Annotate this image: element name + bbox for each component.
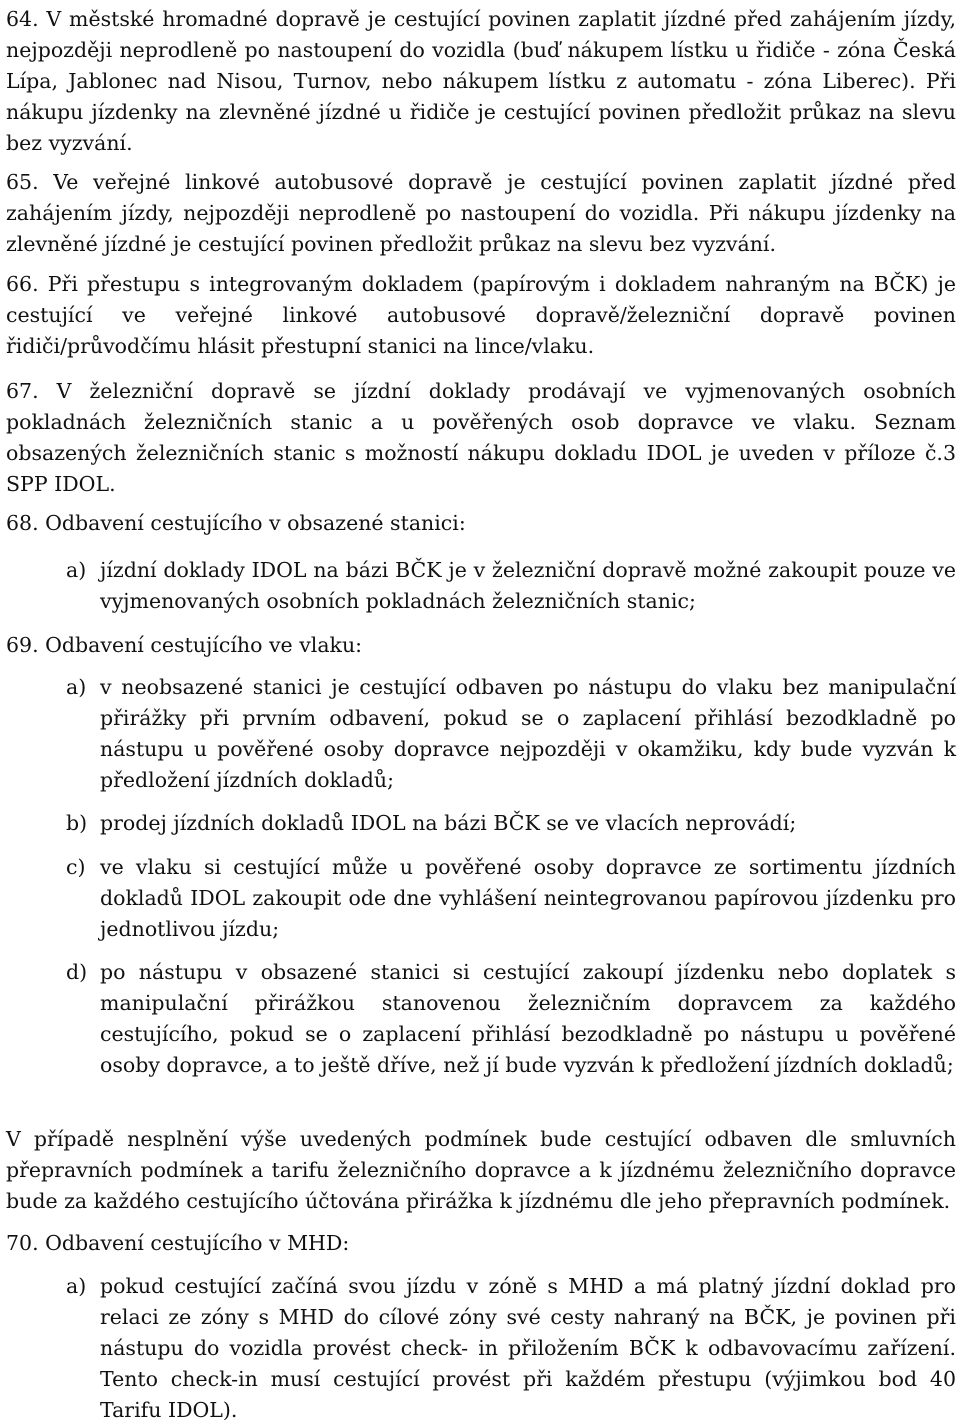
list-item-text: pokud cestující začíná svou jízdu v zóně s MHD a má platný jízdní doklad pro relaci ze zóny s MHD do cílové zóny své cesty nahraný na BČK, je povinen při nástupu do vozidla provést check- in přiložením BČK k odbavovacímu zařízení. Tento check-in musí cestující provést při každém přestupu (výjimkou bod 40 Tarifu IDOL).	[100, 1274, 956, 1422]
list-item-text: jízdní doklady IDOL na bázi BČK je v železniční dopravě možné zakoupit pouze ve vyjmenovaných osobních pokladnách železničních stanic;	[100, 558, 956, 613]
paragraph-67: 67. V železniční dopravě se jízdní doklady prodávají ve vyjmenovaných osobních pokladnách železničních stanic a u pověřených osob dopravce ve vlaku. Seznam obsazených železničních stanic s možností nákupu dokladu IDOL je uveden v příloze č.3 SPP IDOL.	[6, 379, 956, 496]
heading-70: 70. Odbavení cestujícího v MHD:	[6, 1231, 350, 1255]
paragraph-66: 66. Při přestupu s integrovaným dokladem (papírovým i dokladem nahraným na BČK) je cestující ve veřejné linkové autobusové dopravě/železniční dopravě povinen řidiči/průvodčímu hlásit přestupní stanici na lince/vlaku.	[6, 272, 956, 358]
paragraph-65: 65. Ve veřejné linkové autobusové dopravě je cestující povinen zaplatit jízdné před zahájením jízdy, nejpozději neprodleně po nastoupení do vozidla. Při nákupu jízdenky na zlevněné jízdné je cestující povinen předložit průkaz na slevu bez vyzvání.	[6, 170, 956, 256]
list-item-label: b)	[66, 811, 88, 835]
list-item-label: a)	[66, 675, 87, 699]
list-item-label: c)	[66, 855, 86, 879]
list-item-text: po nástupu v obsazené stanici si cestující zakoupí jízdenku nebo doplatek s manipulační přirážkou stanovenou železničním dopravcem za každého cestujícího, pokud se o zaplacení přihlásí bezodkladně po nástupu u pověřené osoby dopravce, a to ještě dříve, než jí bude vyzván k předložení jízdních dokladů;	[100, 960, 956, 1077]
heading-69: 69. Odbavení cestujícího ve vlaku:	[6, 633, 363, 657]
list-item-label: d)	[66, 960, 88, 984]
list-item-text: v neobsazené stanici je cestující odbaven po nástupu do vlaku bez manipulační přirážky při prvním odbavení, pokud se o zaplacení přihlásí bezodkladně po nástupu u pověřené osoby dopravce nejpozději v okamžiku, kdy bude vyzván k předložení jízdních dokladů;	[100, 675, 956, 792]
heading-68: 68. Odbavení cestujícího v obsazené stanici:	[6, 511, 466, 535]
paragraph-64: 64. V městské hromadné dopravě je cestující povinen zaplatit jízdné před zahájením jízdy, nejpozději neprodleně po nastoupení do vozidla (buď nákupem lístku u řidiče - zóna Česká Lípa, Jablonec nad Nisou, Turnov, nebo nákupem lístku z automatu - zóna Liberec). Při nákupu jízdenky na zlevněné jízdné u řidiče je cestující povinen předložit průkaz na slevu bez vyzvání.	[6, 7, 956, 155]
list-item-label: a)	[66, 558, 87, 582]
list-item-text: ve vlaku si cestující může u pověřené osoby dopravce ze sortimentu jízdních dokladů IDOL zakoupit ode dne vyhlášení neintegrovanou papírovou jízdenku pro jednotlivou jízdu;	[100, 855, 956, 941]
paragraph-69-note: V případě nesplnění výše uvedených podmínek bude cestující odbaven dle smluvních přepravních podmínek a tarifu železničního dopravce a k jízdnému železničního dopravce bude za každého cestujícího účtována přirážka k jízdnému dle jeho přepravních podmínek.	[6, 1127, 956, 1213]
list-item-label: a)	[66, 1274, 87, 1298]
list-item-text: prodej jízdních dokladů IDOL na bázi BČK se ve vlacích neprovádí;	[100, 811, 797, 835]
